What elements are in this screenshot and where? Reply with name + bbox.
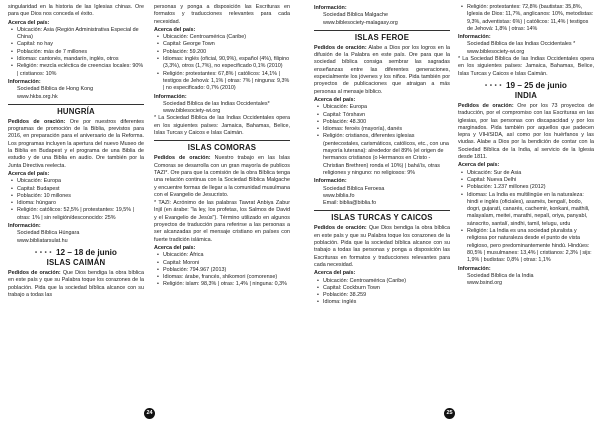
hungary-prayer-text: Ore por nuestros diferentes programas de promoción de la Biblia, previstos para 2016, en preparación para el aniversario de la Reforma. Los programas incluyen la apertura del nuevo Museo de la Biblia en Budapest y el programa de una Biblia de estudio y de una Biblia en audio. Ore también por la Junta Directiva reelecta. (8, 118, 144, 169)
comoros-society: Sociedad Bíblica Malgache (323, 12, 389, 19)
fact-item: • Idioma: inglés (323, 299, 450, 306)
comoros-prayer-text: Nuestro trabajo en las Islas Comoras se desarrolla con un gran mayoría de publicos TAZI*. Ore para que la comisión de la obra Bíblica tenga una relación continua con la Sociedad Bíblica Malgache y encuentre formas de llegar a la comunidad musulmana con el Evangelio de Jesucristo. (154, 155, 290, 198)
comoros-prayer (154, 155, 290, 199)
faroe-website: www.biblia.fo (323, 192, 355, 199)
prayer-label: Pedidos de oración: (458, 102, 514, 109)
country-title-turks: ISLAS TURCAS Y CAICOS (331, 213, 433, 223)
country-title-faroe: ISLAS FEROE (354, 32, 410, 42)
turks-footnote: * La Sociedad Bíblica de las Indias Occidentales opera en los siguientes países: Jamaica, Bahamas, Belice, Islas Turcas y Caicos e Islas Caimán. (458, 56, 594, 77)
fact-item: • Ubicación: Asia (Región Administrativa Especial de China) (17, 27, 144, 42)
comoros-location-label: Acerca del país: (154, 244, 196, 251)
fact-item: • Capital: George Town (163, 41, 290, 48)
section-divider (154, 140, 290, 141)
section-divider (314, 30, 450, 31)
fact-item: • Ubicación: Centroamérica (Caribe) (163, 34, 290, 41)
turks-info-label: Información: (458, 34, 491, 41)
fact-item: • Capital: Moroni (163, 260, 290, 267)
faroe-prayer-text: Alabe a Dios por los logros en la difusión de la Palabra en este país. Ore para que la sociedad bíblica consiga sembrar las sagradas enseñanzas entre las diferentes generaciones, especialmente los jóvenes y los niños. Pida también por proyectos de publicaciones que atraigan a más personas al mensaje bíblico. (314, 44, 450, 95)
cayman-info-label: Información: (154, 93, 187, 100)
fact-item: • Idiomas: árabe, francés, shikomori (comorense) (163, 274, 290, 281)
cayman-footnote: * La Sociedad Bíblica de las Indias Occidentales opera en los siguientes países: Jamaica, Bahamas, Belice, Islas Turcas y Caicos e Islas Caimán. (154, 115, 290, 137)
cayman-continued-text: personas y ponga a disposición las Escrituras en formatos y traducciones relevantes para cada necesidad. (154, 4, 290, 25)
section-divider (8, 104, 144, 105)
hongkong-facts (8, 27, 144, 78)
week-dates: 12 – 18 de junio (55, 247, 117, 257)
fact-item: • Religión: protestantes: 72,8% (bautistas: 35,8%, Iglesia de Dios: 11,7%, anglicanos: 10%, metodistas: 9,3%, adventistas: 6%) | católicos: 11,4% | testigos de Jehová: 1,8% | otras: 14% (467, 4, 594, 33)
country-title-hungary: HUNGRÍA (57, 106, 95, 116)
india-prayer-text: Ore por los 73 proyectos de traducción, por el compromiso con las Escrituras en las iglesias, por las personas con discapacidad y por los marginados. Pida también por aquellos que padecen lepra y VIH/SIDA, así como por los huérfanos y las viudas. Alabe a Dios por la bendición de contar con la Sociedad Bíblica de la India, al servicio de la Iglesia desde 1811. (458, 102, 594, 161)
page-number: 24 (144, 408, 155, 419)
fact-item: • Población: 10 millones (17, 193, 144, 200)
comoros-note: * TAZI: Acrónimo de las palabras Tawrat Anbiya Zabur Injil (en árabe: "la ley, los profetas, los Salmos de David y el Evangelio de Jesús"). Término utilizado en algunos proyectos de traducción para referirse a las personas a ser alcanzadas por el mensaje cristiano en países con fuerte tradición islámica. (154, 200, 290, 243)
left-column-2 (154, 4, 290, 289)
fact-item: • Religión: cristianos, diferentes iglesias (pentecostales, carismáticos, católicos, etc., con una mayoría luterana): alrededor del 89% (el origen de hermanos cristianos (o Hermanos en Cristo - Christian Brethren) ronda el 10%) | bahá'ís, otras religiones y ninguno: no religiosos: 9% (323, 133, 450, 177)
turks-facts-continued (458, 4, 594, 33)
hongkong-website: www.hkbs.org.hk (17, 93, 58, 100)
turks-prayer (314, 225, 450, 269)
fact-item: • Población: 1.237 millones (2012) (467, 184, 594, 191)
turks-facts (314, 278, 450, 307)
week-dateline (8, 248, 144, 258)
hongkong-continued-text: singularidad en la historia de las Iglesias chinas. Ore para que Dios nos conceda el éxito. (8, 4, 144, 18)
cayman-location-label: Acerca del país: (154, 26, 196, 33)
hongkong-info-label: Información: (8, 78, 41, 85)
fact-item: • Religión: islam: 98,3% | otras: 1,4% | ninguna: 0,3% (163, 281, 290, 288)
fact-item: • Población: 48.300 (323, 119, 450, 126)
fact-item: • Idiomas: inglés (oficial, 90,9%), español (4%), filipino (3,3%), otros (1,7%), no especificado 0,1% (2010) (163, 56, 290, 71)
faroe-prayer (314, 45, 450, 96)
fact-item: • Idiomas: La India es multilingüe en la naturaleza: hindi e inglés (oficiales), asamés, bengalí, bodo, dogri, gujaratí, canarés, cachemir, konkani, maithili, malayalam, meitei, marathi, nepalí, oriya, panyabí, sánscrito, santalí, sindhi, tamil, telugu, urdu (467, 192, 594, 228)
dots-ornament: • • • • (485, 82, 502, 89)
faroe-location-label: Acerca del país: (314, 96, 356, 103)
comoros-website: www.biblesociety-malagasy.org (323, 19, 398, 26)
fact-item: • Religión: La India es una sociedad pluralista y religiosa por naturaleza desde el punto de vista religioso, pero predominantemente hindú. Hindúes: 80,5% | musulmanes: 13,4% | cristianos: 2,3% | sijs: 1,9% | budistas: 0,8% | otras: 1,1% (467, 228, 594, 264)
india-website: www.bsind.org (467, 280, 503, 287)
cayman-prayer-text: Que Dios bendiga la obra bíblica en este país y que su Palabra toque los corazones de la población. Pida que la sociedad bíblica alcance con su trabajo a todas las (8, 269, 144, 298)
fact-item: • Idiomas: cantonés, mandarín, inglés, otros (17, 56, 144, 63)
fact-item: • Religión: mezcla ecléctica de creencias locales: 90% | cristianos: 10% (17, 63, 144, 78)
hungary-info-label: Información: (8, 223, 41, 230)
prayer-label: Pedidos de oración: (154, 155, 211, 162)
india-info-label: Información: (458, 265, 491, 272)
prayer-label: Pedidos de oración: (314, 44, 367, 51)
fact-item: • Población: 38.259 (323, 292, 450, 299)
fact-item: • Población: 794.967 (2013) (163, 267, 290, 274)
country-title-cayman: ISLAS CAIMÁN (46, 257, 106, 267)
left-column-1 (8, 4, 144, 300)
country-title-india: INDIA (514, 90, 538, 100)
fact-item: • Capital: Budapest (17, 186, 144, 193)
fact-item: • Capital: Nueva Delhi (467, 177, 594, 184)
country-title-comoros: ISLAS COMORAS (187, 143, 257, 153)
fact-item: • Población: 59.200 (163, 49, 290, 56)
prayer-label: Pedidos de oración: (314, 225, 367, 232)
faroe-society: Sociedad Bíblica Feroesa (323, 185, 385, 192)
fact-item: • Ubicación: Europa (323, 104, 450, 111)
faroe-info-label: Información: (314, 178, 347, 185)
cayman-society: Sociedad Bíblica de las Indias Occidentales* (163, 100, 270, 107)
hongkong-location-label: Acerca del país: (8, 19, 50, 26)
fact-item: • Ubicación: Europa (17, 178, 144, 185)
hungary-location-label: Acerca del país: (8, 170, 50, 177)
right-column-2 (458, 4, 594, 287)
fact-item: • Ubicación: Centroamérica (Caribe) (323, 278, 450, 285)
hungary-website: www.bibliatarsulat.hu (17, 237, 68, 244)
dots-ornament: • • • • (35, 249, 52, 256)
turks-prayer-text: Que Dios bendiga la obra bíblica en este país y que su Palabra toque los corazones de la población. Pida que la sociedad bíblica alcance con su trabajo a todas las personas y ponga a disposición las Escrituras en formatos y traducciones relevantes para cada necesidad. (314, 225, 450, 268)
india-society: Sociedad Bíblica de la India (467, 272, 534, 279)
week-dateline (458, 81, 594, 91)
hungary-society: Sociedad Bíblica Húngara (17, 230, 80, 237)
india-facts (458, 170, 594, 265)
fact-item: • Capital: Cockburn Town (323, 285, 450, 292)
fact-item: • Población: más de 7 millones (17, 49, 144, 56)
fact-item: • Idioma: húngaro (17, 200, 144, 207)
cayman-website: www.biblesociety-wi.org (163, 108, 221, 115)
turks-location-label: Acerca del país: (314, 270, 356, 277)
turks-society: Sociedad Bíblica de las Indias Occidentales * (467, 41, 576, 48)
india-prayer (458, 103, 594, 161)
hongkong-society: Sociedad Bíblica de Hong Kong (17, 86, 94, 93)
india-location-label: Acerca del país: (458, 162, 500, 169)
section-divider (314, 210, 450, 211)
comoros-facts (154, 252, 290, 288)
fact-item: • Ubicación: Sur de Asia (467, 170, 594, 177)
prayer-label: Pedidos de oración: (8, 269, 61, 276)
faroe-facts (314, 104, 450, 177)
page-number: 25 (444, 408, 455, 419)
fact-item: • Idiomas: feroés (mayoría), danés (323, 126, 450, 133)
right-page (300, 0, 600, 425)
turks-website: www.biblesociety-wi.org (467, 48, 525, 55)
fact-item: • Capital: no hay (17, 41, 144, 48)
fact-item: • Religión: protestantes: 67,8% | católicos: 14,1% | testigos de Jehová: 1,1% | otras: 7% | ninguna: 9,3% | no especificado: 0,7% (2010) (163, 71, 290, 93)
faroe-email: Email: biblia@biblia.fo (323, 200, 377, 207)
prayer-label: Pedidos de oración: (8, 118, 66, 125)
fact-item: • Religión: católicos: 52,5% | protestantes: 19,5% | otras: 1% | sin religión/desconocido: 25% (17, 207, 144, 222)
comoros-info-label: Información: (314, 5, 347, 11)
fact-item: • Capital: Tórshavn (323, 112, 450, 119)
right-column-1 (314, 4, 450, 307)
hungary-prayer (8, 119, 144, 170)
week-dates: 19 – 25 de junio (505, 80, 567, 90)
hungary-facts (8, 178, 144, 222)
fact-item: • Ubicación: África (163, 252, 290, 259)
cayman-prayer (8, 270, 144, 299)
cayman-facts (154, 34, 290, 92)
